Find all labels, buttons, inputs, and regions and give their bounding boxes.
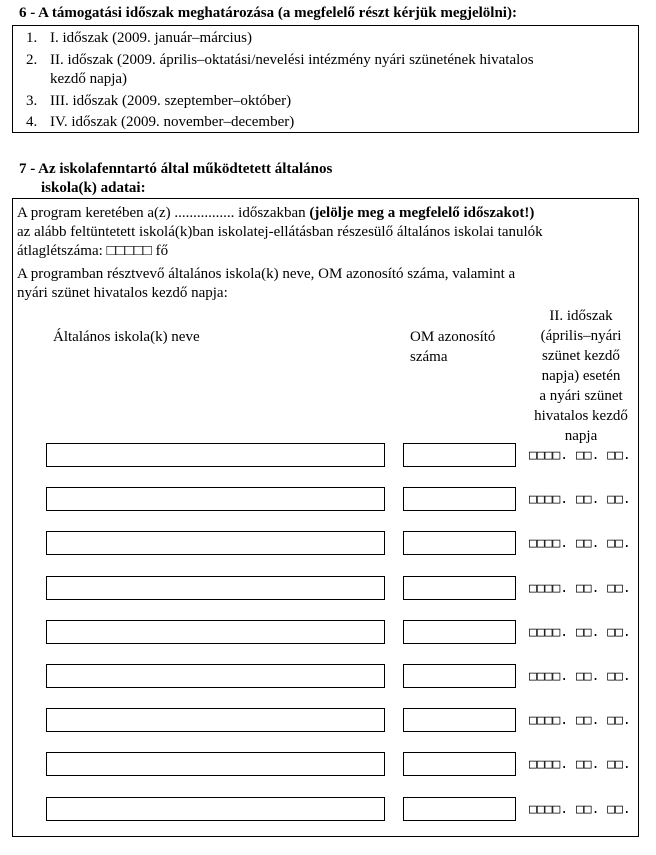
period-label: I. időszak (2009. január–március) bbox=[50, 30, 253, 46]
period-label: II. időszak (2009. április–oktatási/nevelési intézmény nyári szünetének hivatalos kezdő napja) bbox=[50, 52, 534, 87]
section7-title: 7 - Az iskolafenntartó által működtetett általános iskola(k) adatai: bbox=[19, 161, 333, 196]
om-id-input[interactable] bbox=[403, 708, 516, 732]
om-id-input[interactable] bbox=[403, 576, 516, 600]
school-name-input[interactable] bbox=[46, 620, 385, 644]
period-number: 3. bbox=[26, 93, 38, 109]
section6-title: 6 - A támogatási időszak meghatározása (a megfelelő részt kérjük megjelölni): bbox=[19, 5, 517, 21]
program-period-text: A program keretében a(z) ................ időszakban (jelölje meg a megfelelő időszakot!) bbox=[17, 205, 535, 221]
school-name-input[interactable] bbox=[46, 531, 385, 555]
om-id-header: OM azonosító száma bbox=[410, 329, 496, 365]
summer-start-date-field[interactable]: □□□□. □□. □□. bbox=[529, 801, 631, 817]
summer-start-date-field[interactable]: □□□□. □□. □□. bbox=[529, 624, 631, 640]
om-id-input[interactable] bbox=[403, 752, 516, 776]
student-count-text: az alább feltüntetett iskolá(k)ban iskolatej-ellátásban részesülő általános iskolai tanulók bbox=[17, 224, 543, 240]
period-label: III. időszak (2009. szeptember–október) bbox=[50, 93, 292, 109]
school-list-intro-2: nyári szünet hivatalos kezdő napja: bbox=[17, 285, 228, 301]
summer-start-date-field[interactable]: □□□□. □□. □□. bbox=[529, 492, 631, 508]
period-number: 1. bbox=[26, 30, 38, 46]
school-name-input[interactable] bbox=[46, 797, 385, 821]
student-count-field[interactable]: átlaglétszáma: □□□□□ fő bbox=[17, 243, 169, 259]
school-name-header: Általános iskola(k) neve bbox=[53, 329, 200, 345]
school-name-input[interactable] bbox=[46, 708, 385, 732]
summer-start-date-field[interactable]: □□□□. □□. □□. bbox=[529, 580, 631, 596]
summer-start-date-field[interactable]: □□□□. □□. □□. bbox=[529, 669, 631, 684]
om-id-input[interactable] bbox=[403, 487, 516, 511]
summer-start-date-field[interactable]: □□□□. □□. □□. bbox=[529, 448, 631, 463]
school-name-input[interactable] bbox=[46, 752, 385, 776]
school-name-input[interactable] bbox=[46, 664, 385, 688]
om-id-input[interactable] bbox=[403, 531, 516, 555]
period-label: IV. időszak (2009. november–december) bbox=[50, 114, 295, 130]
om-id-input[interactable] bbox=[403, 620, 516, 644]
summer-start-date-field[interactable]: □□□□. □□. □□. bbox=[529, 536, 631, 552]
school-name-input[interactable] bbox=[46, 443, 385, 467]
summer-date-header: II. időszak (április–nyári szünet kezdő napja) esetén a nyári szünet hivatalos kezdő napja bbox=[534, 308, 628, 444]
period-number: 4. bbox=[26, 114, 38, 130]
school-name-input[interactable] bbox=[46, 576, 385, 600]
summer-start-date-field[interactable]: □□□□. □□. □□. bbox=[529, 757, 631, 773]
school-list-intro: A programban résztvevő általános iskola(k) neve, OM azonosító száma, valamint a bbox=[17, 266, 516, 282]
school-name-input[interactable] bbox=[46, 487, 385, 511]
period-number: 2. bbox=[26, 52, 38, 68]
om-id-input[interactable] bbox=[403, 664, 516, 688]
school-data-box bbox=[12, 198, 639, 837]
summer-start-date-field[interactable]: □□□□. □□. □□. bbox=[529, 713, 631, 729]
period-selection-box bbox=[12, 25, 639, 133]
om-id-input[interactable] bbox=[403, 797, 516, 821]
om-id-input[interactable] bbox=[403, 443, 516, 467]
